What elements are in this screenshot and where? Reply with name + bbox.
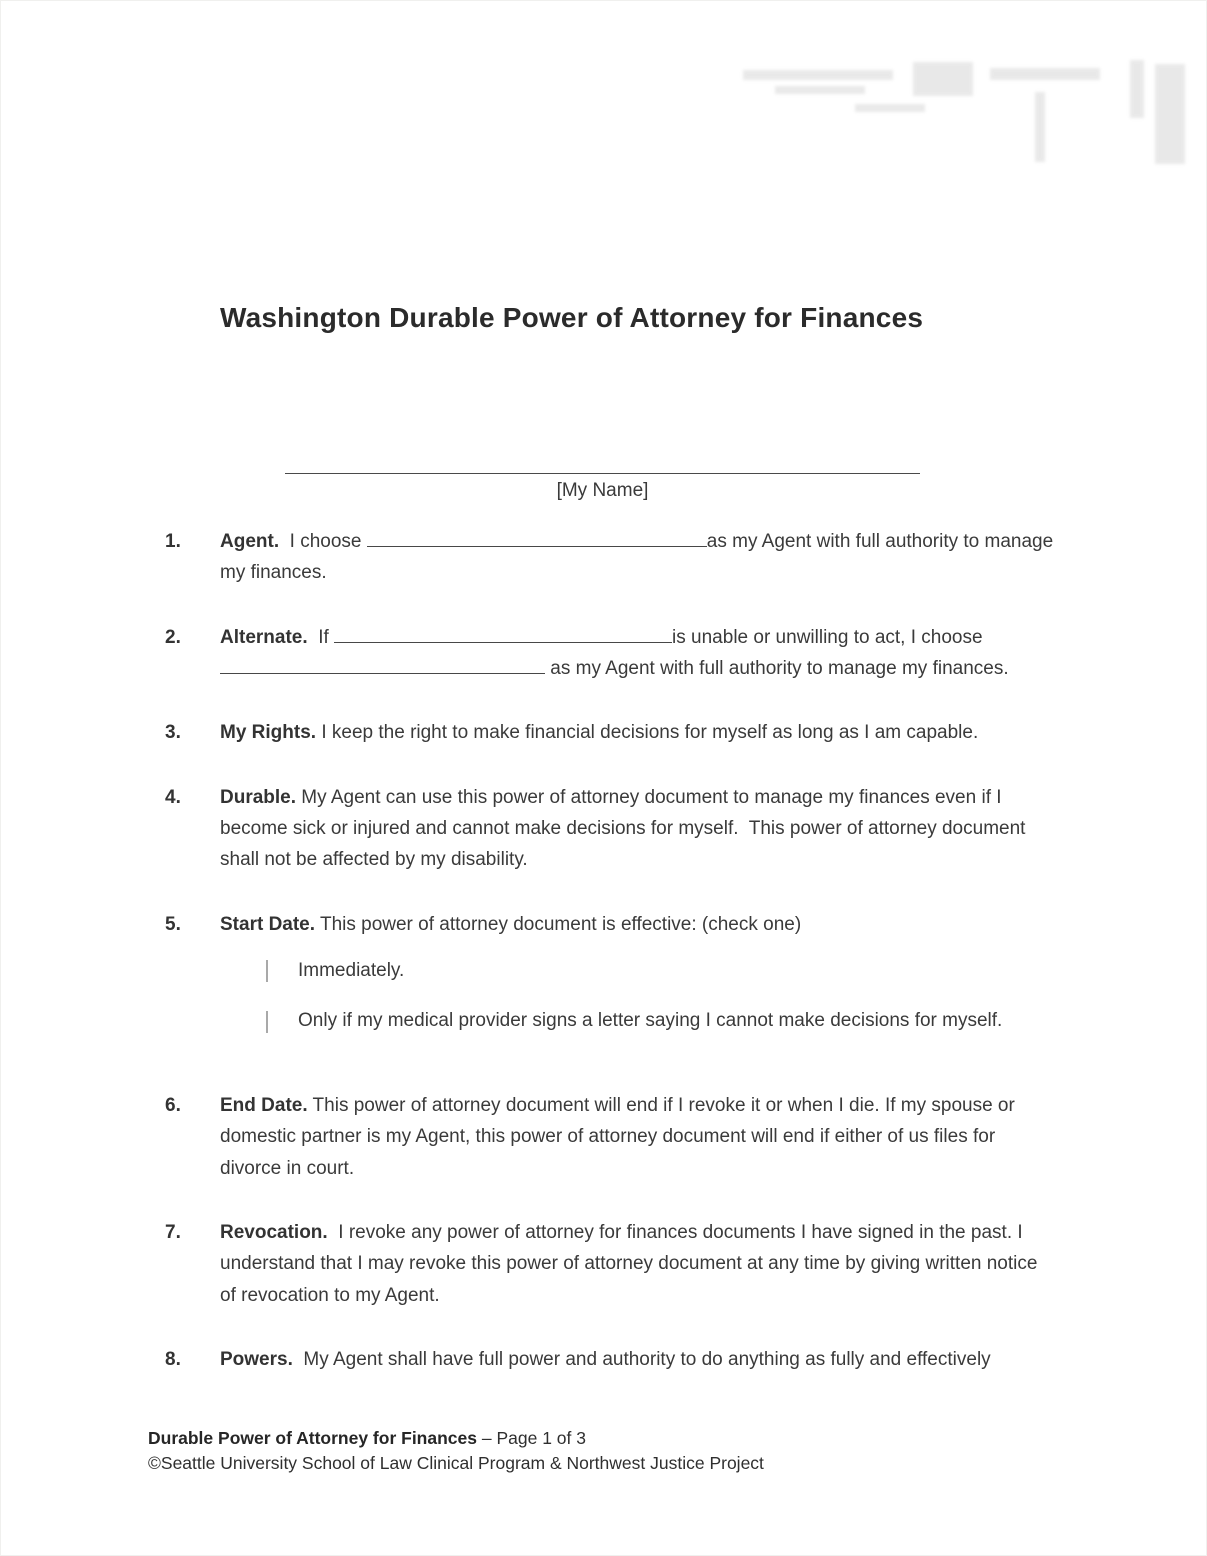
checkbox-options: [220, 956, 1055, 1037]
item-sentence: This power of attorney document is effective: (check one): [315, 913, 802, 935]
document-item: [165, 1090, 1055, 1184]
fill-in-blank[interactable]: [220, 658, 545, 674]
checkbox-line[interactable]: [266, 960, 268, 982]
document-item: [165, 1217, 1055, 1311]
item-number: 4.: [165, 786, 181, 808]
footer-line-1: [148, 1426, 764, 1451]
item-sentence: I keep the right to make financial decisions for myself as long as I am capable.: [316, 722, 979, 744]
footer-page-number: – Page 1 of 3: [477, 1428, 586, 1448]
item-number: 5.: [165, 913, 181, 935]
item-number: 6.: [165, 1094, 181, 1116]
checkbox-option[interactable]: [266, 1006, 1055, 1036]
item-body: [220, 717, 1055, 748]
name-fill-in-line[interactable]: [285, 472, 920, 474]
fill-in-blank[interactable]: [367, 531, 707, 547]
item-text: [220, 782, 1055, 876]
item-sentence: as my Agent with full authority to manage my finances.: [545, 658, 1009, 680]
item-heading: Alternate.: [220, 626, 308, 648]
item-heading: My Rights.: [220, 722, 317, 744]
document-item: [165, 782, 1055, 876]
document-item: [165, 526, 1059, 589]
option-label: Immediately.: [298, 960, 405, 982]
item-heading: Start Date.: [220, 913, 316, 935]
footer-doc-title: Durable Power of Attorney for Finances: [148, 1428, 477, 1448]
item-number: 3.: [165, 722, 181, 744]
item-sentence: I revoke any power of attorney for finances documents I have signed in the past. I understand that I may revoke this power of attorney document at any time by giving written notice of revocation to my Agent.: [220, 1221, 1043, 1306]
name-line-label: [My Name]: [556, 480, 649, 501]
item-number: 8.: [165, 1348, 181, 1370]
document-title: Washington Durable Power of Attorney for Finances: [220, 302, 924, 333]
item-body: [220, 1090, 1055, 1184]
document-item: [165, 909, 1055, 1057]
item-number: 2.: [165, 626, 181, 648]
document-item: [165, 1344, 1055, 1375]
item-number: 7.: [165, 1221, 181, 1243]
item-body: [220, 1344, 1055, 1375]
item-text: [220, 526, 1059, 589]
fill-in-blank[interactable]: [334, 627, 672, 643]
item-sentence: is unable or unwilling to act, I choose: [672, 626, 988, 648]
name-block: [285, 472, 920, 502]
item-text: [220, 1217, 1055, 1311]
item-sentence: as my Agent with full authority to manage my finances.: [220, 531, 1059, 584]
item-heading: Powers.: [220, 1348, 293, 1370]
item-heading: End Date.: [220, 1094, 308, 1116]
document-item: [165, 717, 1055, 748]
footer-copyright: ©Seattle University School of Law Clinical Program & Northwest Justice Project: [148, 1453, 764, 1474]
item-sentence: This power of attorney document will end if I revoke it or when I die. If my spouse or domestic partner is my Agent, this power of attorney document will end if either of us files for divorce in court.: [220, 1094, 1021, 1179]
item-text: [220, 717, 1055, 748]
page-footer: [148, 1426, 764, 1477]
checkbox-line[interactable]: [266, 1011, 268, 1033]
item-number: 1.: [165, 531, 181, 552]
item-heading: Agent.: [220, 531, 280, 552]
items-list: [165, 526, 1059, 1375]
item-text: [220, 1344, 1055, 1375]
item-sentence: My Agent can use this power of attorney document to manage my finances even if I become sick or injured and cannot make decisions for myself. This power of attorney document shall not be affected by my disability.: [220, 786, 1031, 871]
item-text: [220, 622, 1055, 685]
checkbox-option[interactable]: [266, 956, 1055, 986]
item-body: [220, 909, 1055, 1057]
item-sentence: If: [307, 626, 335, 648]
item-heading: Durable.: [220, 786, 297, 808]
item-sentence: My Agent shall have full power and authority to do anything as fully and effectively: [292, 1348, 991, 1370]
item-body: [220, 1217, 1055, 1311]
document-item: [165, 622, 1055, 685]
item-body: [220, 782, 1055, 876]
item-text: [220, 909, 1055, 940]
option-label: Only if my medical provider signs a letter saying I cannot make decisions for myself.: [298, 1010, 1003, 1032]
item-heading: Revocation.: [220, 1221, 328, 1243]
item-sentence: I choose: [279, 531, 367, 552]
item-text: [220, 1090, 1055, 1184]
item-body: [220, 526, 1059, 589]
item-body: [220, 622, 1055, 685]
